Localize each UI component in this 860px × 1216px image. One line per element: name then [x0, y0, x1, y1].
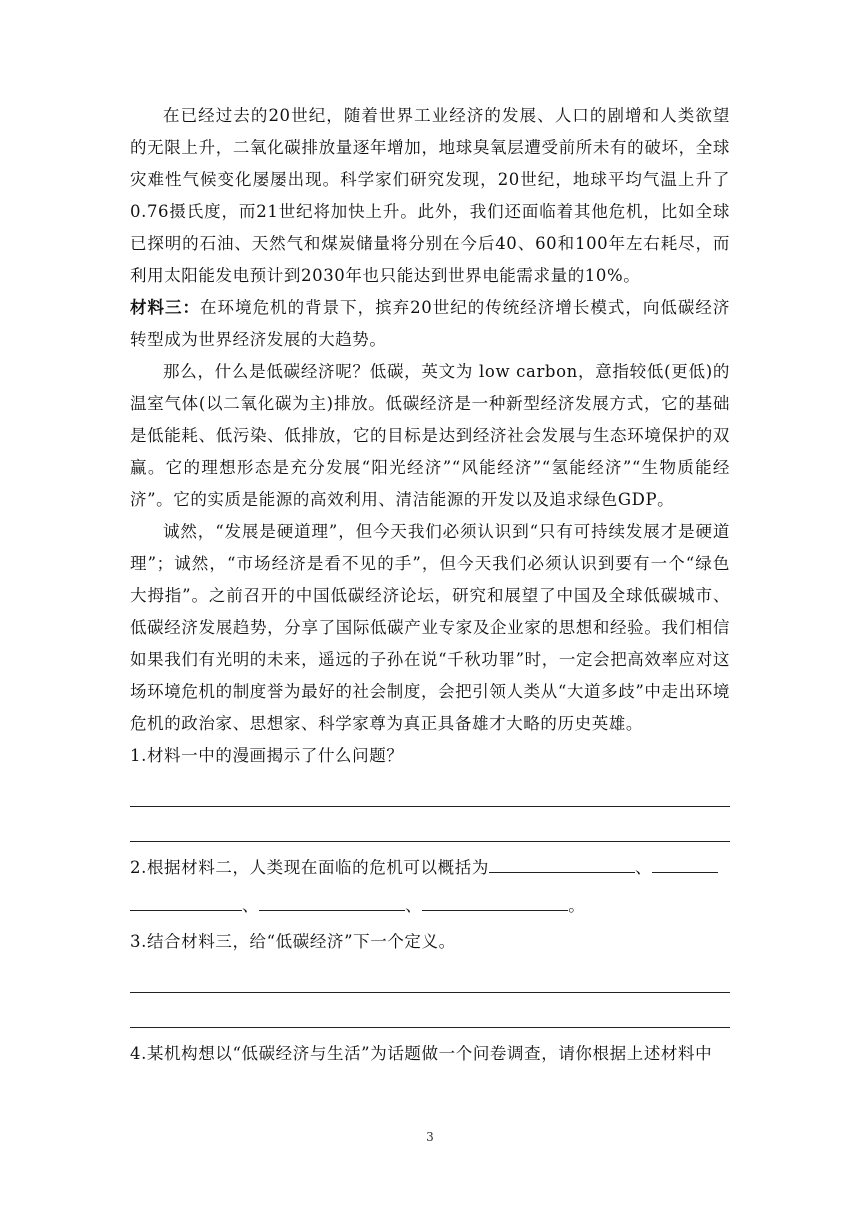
- question-1: 1.材料一中的漫画揭示了什么问题？: [130, 746, 404, 765]
- answer-line[interactable]: [130, 772, 730, 807]
- page-number: 3: [426, 1130, 434, 1144]
- paragraph-material-three: [130, 292, 730, 356]
- answer-line[interactable]: [130, 807, 730, 842]
- paragraph-material-two: 在已经过去的20世纪，随着世界工业经济的发展、人口的剧增和人类欲望的无限上升，二氧化碳排放量逐年增加，地球臭氧层遭受前所未有的破坏，全球灾难性气候变化屡屡出现。科学家们研究发现，20世纪，地球平均气温上升了0.76摄氏度，而21世纪将加快上升。此外，我们还面临着其他危机，比如全球已探明的石油、天然气和煤炭储量将分别在今后40、60和100年左右耗尽，而利用太阳能发电预计到2030年也只能达到世界电能需求量的10%。: [130, 106, 730, 285]
- material-three-label: 材料三：: [130, 298, 201, 317]
- question-2: [130, 852, 730, 884]
- answer-line[interactable]: [130, 993, 730, 1028]
- answer-blank[interactable]: [652, 854, 718, 873]
- question-2-text: 2.根据材料二，人类现在面临的危机可以概括为: [130, 858, 489, 877]
- question-4: 4.某机构想以“低碳经济与生活”为话题做一个问卷调查，请你根据上述材料中: [130, 1044, 713, 1063]
- answer-blank[interactable]: [130, 892, 242, 911]
- material-three-text: 在环境危机的背景下，摈弃20世纪的传统经济增长模式，向低碳经济转型成为世界经济发展的大趋势。: [130, 298, 730, 349]
- question-2-continued: [130, 890, 730, 922]
- answer-line[interactable]: [130, 958, 730, 993]
- question-2-separator: 、: [634, 858, 653, 877]
- answer-blank[interactable]: [422, 892, 568, 911]
- answer-blank[interactable]: [489, 854, 635, 873]
- document-page: [130, 100, 730, 1070]
- question-3: 3.结合材料三，给“低碳经济”下一个定义。: [130, 932, 456, 951]
- question-2-end: 。: [568, 896, 586, 915]
- question-2-separator: 、: [405, 896, 423, 915]
- answer-blank[interactable]: [259, 892, 405, 911]
- paragraph-development: 诚然，“发展是硬道理”，但今天我们必须认识到“只有可持续发展才是硬道理”；诚然，“市场经济是看不见的手”，但今天我们必须认识到要有一个“绿色大拇指”。之前召开的中国低碳经济论坛，研究和展望了中国及全球低碳城市、低碳经济发展趋势，分享了国际低碳产业专家及企业家的思想和经验。我们相信如果我们有光明的未来，遥远的子孙在说“千秋功罪”时，一定会把高效率应对这场环境危机的制度誉为最好的社会制度，会把引领人类从“大道多歧”中走出环境危机的政治家、思想家、科学家尊为真正具备雄才大略的历史英雄。: [130, 522, 730, 733]
- paragraph-low-carbon-definition: 那么，什么是低碳经济呢？低碳，英文为 low carbon，意指较低(更低)的温室气体(以二氧化碳为主)排放。低碳经济是一种新型经济发展方式，它的基础是低能耗、低污染、低排放，它的目标是达到经济社会发展与生态环境保护的双赢。它的理想形态是充分发展“阳光经济”“风能经济”“氢能经济”“生物质能经济”。它的实质是能源的高效利用、清洁能源的开发以及追求绿色GDP。: [130, 362, 730, 509]
- question-2-separator: 、: [242, 896, 260, 915]
